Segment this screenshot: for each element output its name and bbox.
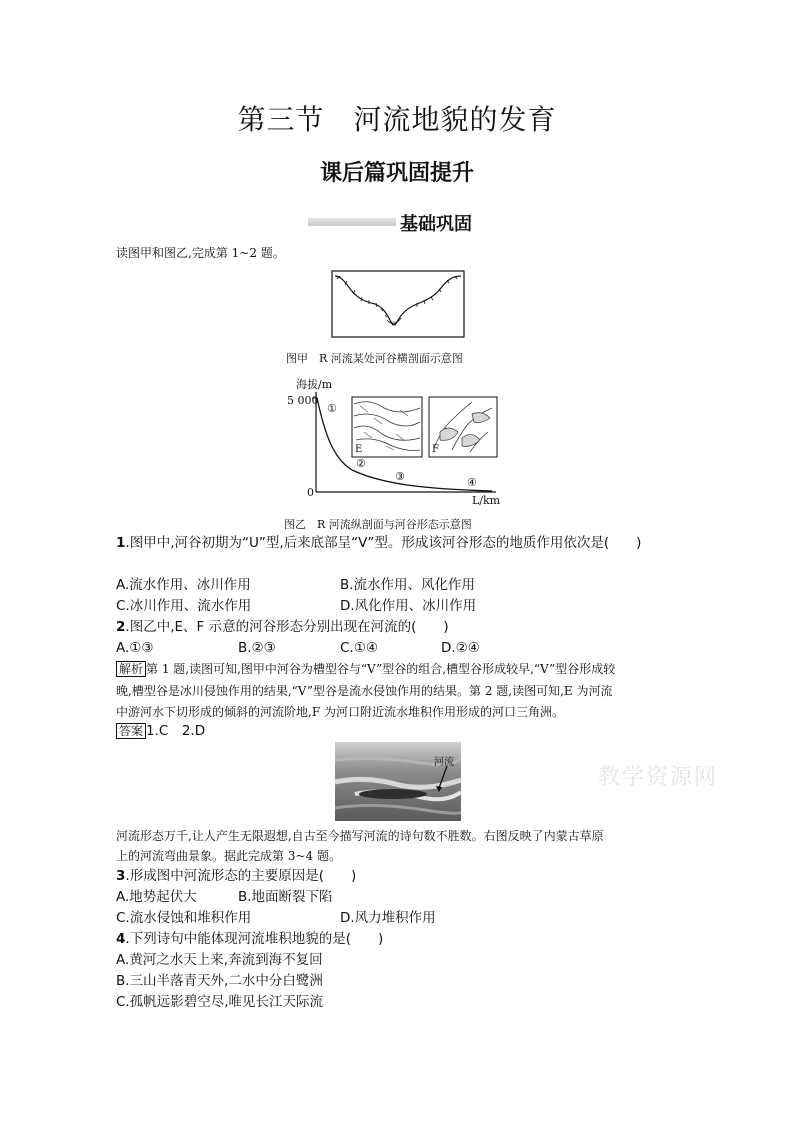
intro-2-line-2: 上的河流弯曲景象。据此完成第 3~4 题。 [116, 849, 341, 863]
question-2-stem: .图乙中,E、F 示意的河谷形态分别出现在河流的( ) [125, 619, 449, 635]
panel-e-label: E [355, 444, 363, 455]
marker-1: ① [327, 402, 337, 415]
analysis-line-3: 中游河水下切形成的倾斜的河流阶地,F 为河口附近流水堆积作用形成的河口三角洲。 [116, 705, 564, 719]
valley-profile-line [335, 276, 461, 325]
question-4-stem: .下列诗句中能体现河流堆积地貌的是( ) [125, 931, 384, 947]
intro-2-line-1: 河流形态万千,让人产生无限遐想,自古至今描写河流的诗句数不胜数。右图反映了内蒙古草原 [116, 829, 604, 843]
analysis-line-2: 晚,槽型谷是冰川侵蚀作用的结果,“V”型谷是流水侵蚀作用的结果。第 2 题,读图可知,E 为河流 [116, 684, 613, 698]
figure-yi-caption: 图乙 R 河流纵剖面与河谷形态示意图 [284, 518, 472, 531]
question-1-stem: .图甲中,河谷初期为“U”型,后来底部呈“V”型。形成该河谷形态的地质作用依次是( ) [125, 535, 642, 551]
figure-jia-cross-section [331, 270, 465, 338]
q4-option-b: B.三山半落青天外,二水中分白鹭洲 [116, 973, 323, 989]
marker-4: ④ [467, 476, 477, 489]
marker-3: ③ [395, 470, 405, 483]
panel-f-frame [429, 397, 497, 457]
intro-1: 读图甲和图乙,完成第 1~2 题。 [116, 246, 285, 260]
page-subtitle: 课后篇巩固提升 [319, 161, 474, 186]
q2-option-a: A.①③ [116, 640, 154, 656]
page-title: 第三节 河流地貌的发育 [237, 103, 557, 136]
q2-option-d: D.②④ [441, 640, 480, 656]
q1-option-c: C.冰川作用、流水作用 [116, 598, 252, 614]
q3-option-d: D.风力堆积作用 [340, 910, 436, 926]
panel-e-frame [352, 397, 422, 457]
y-axis-label: 海拔/m [296, 378, 333, 391]
question-2 [116, 617, 716, 638]
q4-option-c: C.孤帆远影碧空尽,唯见长江天际流 [116, 994, 324, 1010]
question-3-number: 3 [116, 868, 126, 884]
analysis-tag: 解析 [116, 661, 146, 677]
question-4 [116, 929, 383, 950]
question-1-number: 1 [116, 535, 126, 551]
question-4-number: 4 [116, 931, 126, 947]
y-tick-0: 0 [307, 486, 314, 499]
q1-option-b: B.流水作用、风化作用 [340, 577, 476, 593]
photo-river-label: 河流 [434, 757, 454, 768]
question-3-stem: .形成图中河流形态的主要原因是( ) [125, 868, 357, 884]
analysis-line-1: 第 1 题,读图可知,图甲中河谷为槽型谷与“V”型谷的组合,槽型谷形成较早,“V”型谷形成较 [146, 662, 616, 676]
q1-option-a: A.流水作用、冰川作用 [116, 577, 251, 593]
question-3 [116, 866, 356, 887]
q2-option-c: C.①④ [340, 640, 378, 656]
answer-block [116, 721, 205, 742]
x-axis-label: L/km [472, 494, 501, 507]
answer-text: 1.C 2.D [146, 723, 206, 739]
section-bar [308, 218, 396, 226]
q3-option-c: C.流水侵蚀和堆积作用 [116, 910, 252, 926]
marker-2: ② [356, 457, 366, 470]
figure-jia-frame [332, 271, 464, 337]
q1-option-d: D.风化作用、冰川作用 [340, 598, 477, 614]
valley-hatching [337, 276, 457, 317]
answer-tag: 答案 [116, 723, 146, 739]
section-label: 基础巩固 [400, 214, 472, 235]
question-1 [116, 533, 716, 554]
q4-option-a: A.黄河之水天上来,奔流到海不复回 [116, 952, 323, 968]
q3-option-b: B.地面断裂下陷 [238, 889, 333, 905]
q3-option-a: A.地势起伏大 [116, 889, 197, 905]
watermark: 教学资源网 [598, 765, 719, 790]
figure-jia-caption: 图甲 R 河流某处河谷横剖面示意图 [286, 352, 463, 365]
photo-dark-bank [359, 789, 427, 799]
question-2-number: 2 [116, 619, 126, 635]
analysis-block [116, 660, 686, 678]
panel-f-label: F [432, 444, 439, 455]
y-tick-5000: 5 000 [287, 394, 319, 407]
q2-option-b: B.②③ [238, 640, 276, 656]
